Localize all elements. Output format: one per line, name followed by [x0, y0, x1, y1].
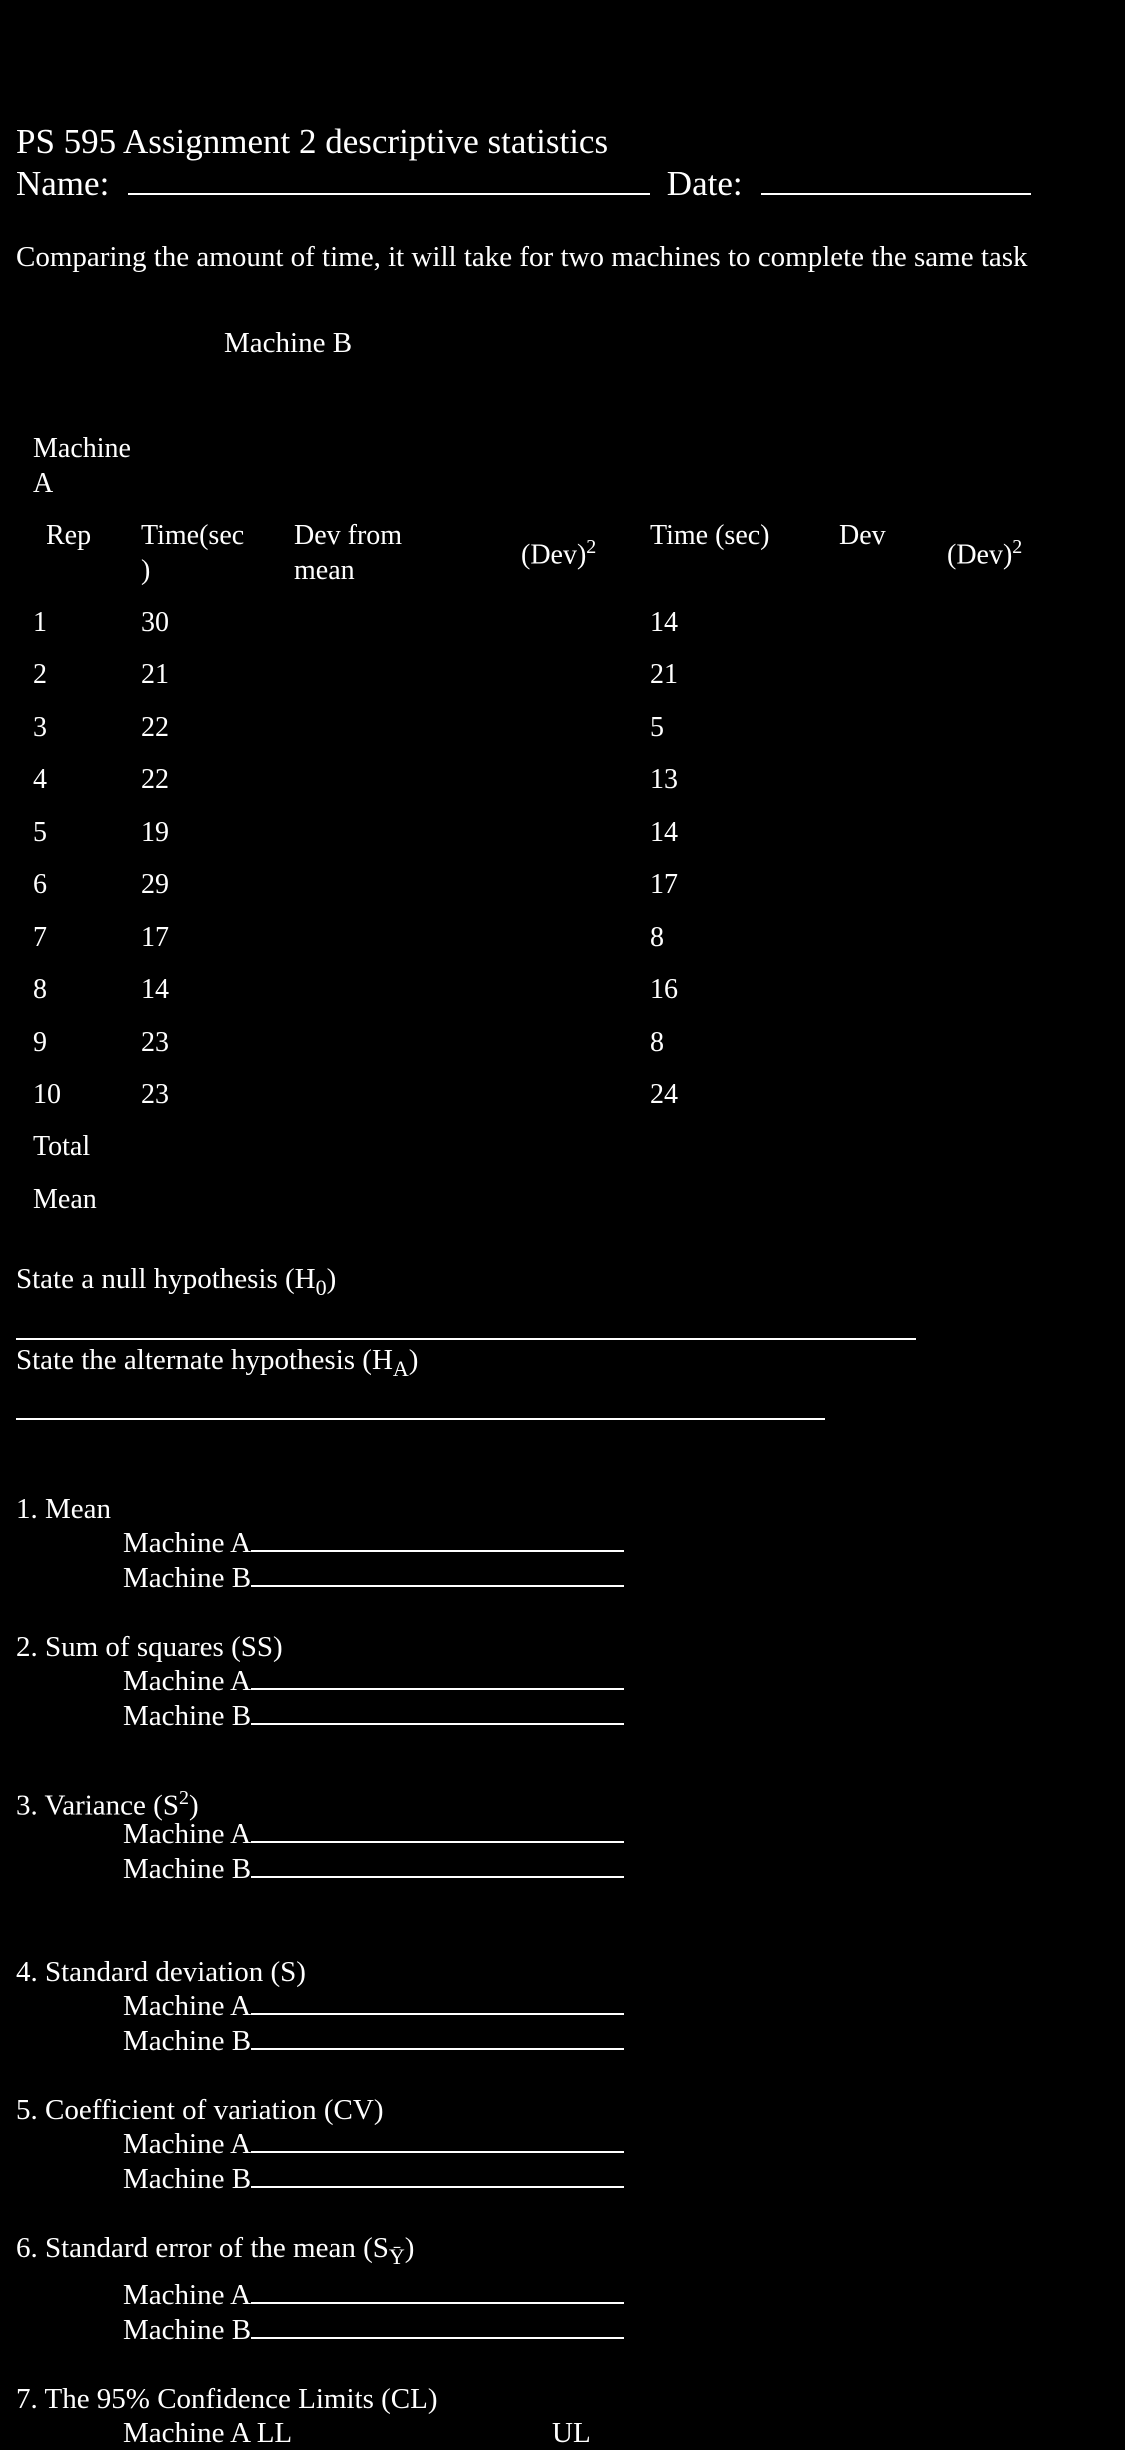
se-machine-b-blank[interactable] — [251, 2313, 624, 2339]
alt-hypothesis-answer-line[interactable] — [16, 1418, 825, 1420]
name-date-line — [16, 164, 1031, 204]
rep-cell: 3 — [33, 712, 47, 743]
time-b-cell: 17 — [650, 869, 678, 900]
machine-a-label-line1: Machine — [33, 433, 131, 464]
name-field[interactable] — [128, 165, 650, 195]
total-label: Total — [33, 1131, 91, 1162]
time-b-cell: 8 — [650, 1027, 664, 1058]
cv-machine-a-blank[interactable] — [251, 2127, 624, 2153]
rep-cell: 10 — [33, 1079, 61, 1110]
question-standard-error: 6. Standard error of the mean $(S_Ȳ)$ — [16, 2232, 415, 2269]
header-dev-sq-a: (Dev)$^2$ — [521, 536, 597, 571]
header-time-b: Time (sec) — [650, 520, 770, 551]
time-b-cell: 5 — [650, 712, 664, 743]
name-label: Name: — [16, 164, 110, 203]
mean-label: Mean — [33, 1184, 97, 1215]
question-confidence-limits: 7. The 95% Confidence Limits (CL) — [16, 2383, 438, 2415]
rep-cell: 1 — [33, 607, 47, 638]
rep-cell: 5 — [33, 817, 47, 848]
time-a-cell: 22 — [141, 712, 169, 743]
question-mean: 1. Mean — [16, 1493, 112, 1525]
mean-machine-a-blank[interactable] — [251, 1526, 624, 1552]
question-variance: 3. Variance $(S^2)$ — [16, 1787, 199, 1822]
time-a-cell: 23 — [141, 1027, 169, 1058]
date-field[interactable] — [761, 165, 1031, 195]
time-b-cell: 14 — [650, 607, 678, 638]
null-hypothesis-label: State a null hypothesis $(H_0)$ — [16, 1263, 337, 1300]
stddev-machine-b: Machine B — [123, 2024, 624, 2058]
time-a-cell: 30 — [141, 607, 169, 638]
rep-cell: 4 — [33, 764, 47, 795]
variance-machine-b-blank[interactable] — [251, 1852, 624, 1878]
se-machine-a-blank[interactable] — [251, 2278, 624, 2304]
time-a-cell: 22 — [141, 764, 169, 795]
rep-cell: 7 — [33, 922, 47, 953]
se-machine-b: Machine B — [123, 2313, 624, 2347]
mean-machine-b: Machine B — [123, 1561, 624, 1595]
time-b-cell: 8 — [650, 922, 664, 953]
mean-machine-b-blank[interactable] — [251, 1561, 624, 1587]
time-b-cell: 21 — [650, 659, 678, 690]
header-dev-sq-b: (Dev)$^2$ — [947, 536, 1023, 571]
ss-machine-a-blank[interactable] — [251, 1664, 624, 1690]
stddev-machine-a: Machine A — [123, 1989, 624, 2023]
question-cv: 5. Coefficient of variation (CV) — [16, 2094, 384, 2126]
cv-machine-b: Machine B — [123, 2162, 624, 2196]
rep-cell: 6 — [33, 869, 47, 900]
machine-a-label-line2: A — [33, 468, 54, 499]
cl-machine-a-ll: Machine A LL — [123, 2417, 293, 2449]
date-label: Date: — [666, 164, 743, 203]
time-a-cell: 19 — [141, 817, 169, 848]
cl-machine-a-ul: UL — [552, 2417, 591, 2449]
ss-machine-b-blank[interactable] — [251, 1699, 624, 1725]
stddev-machine-b-blank[interactable] — [251, 2024, 624, 2050]
rep-cell: 2 — [33, 659, 47, 690]
page-title: PS 595 Assignment 2 descriptive statistics — [16, 122, 609, 161]
header-dev-b: Dev — [839, 520, 886, 551]
stddev-machine-a-blank[interactable] — [251, 1989, 624, 2015]
time-b-cell: 24 — [650, 1079, 678, 1110]
variance-machine-a: Machine A — [123, 1817, 624, 1851]
header-dev-from-mean-line1: Dev from — [294, 520, 403, 551]
time-a-cell: 23 — [141, 1079, 169, 1110]
rep-cell: 8 — [33, 974, 47, 1005]
question-std-dev: 4. Standard deviation (S) — [16, 1956, 306, 1988]
variance-machine-b: Machine B — [123, 1852, 624, 1886]
header-time-a-line2: ) — [141, 555, 151, 586]
rep-cell: 9 — [33, 1027, 47, 1058]
se-machine-a: Machine A — [123, 2278, 624, 2312]
header-dev-from-mean-line2: mean — [294, 555, 355, 586]
intro-text: Comparing the amount of time, it will take for two machines to complete the same task — [16, 241, 1028, 273]
cv-machine-a: Machine A — [123, 2127, 624, 2161]
time-a-cell: 29 — [141, 869, 169, 900]
header-rep: Rep — [46, 520, 92, 551]
mean-machine-a: Machine A — [123, 1526, 624, 1560]
null-hypothesis-answer-line[interactable] — [16, 1338, 916, 1340]
machine-b-label: Machine B — [224, 327, 353, 359]
time-a-cell: 21 — [141, 659, 169, 690]
ss-machine-b: Machine B — [123, 1699, 624, 1733]
time-b-cell: 13 — [650, 764, 678, 795]
time-a-cell: 14 — [141, 974, 169, 1005]
alt-hypothesis-label: State the alternate hypothesis $(H_A)$ — [16, 1344, 419, 1381]
header-time-a-line1: Time(sec — [141, 520, 245, 551]
cv-machine-b-blank[interactable] — [251, 2162, 624, 2188]
variance-machine-a-blank[interactable] — [251, 1817, 624, 1843]
time-b-cell: 14 — [650, 817, 678, 848]
time-b-cell: 16 — [650, 974, 678, 1005]
time-a-cell: 17 — [141, 922, 169, 953]
question-sum-of-squares: 2. Sum of squares (SS) — [16, 1631, 283, 1663]
ss-machine-a: Machine A — [123, 1664, 624, 1698]
